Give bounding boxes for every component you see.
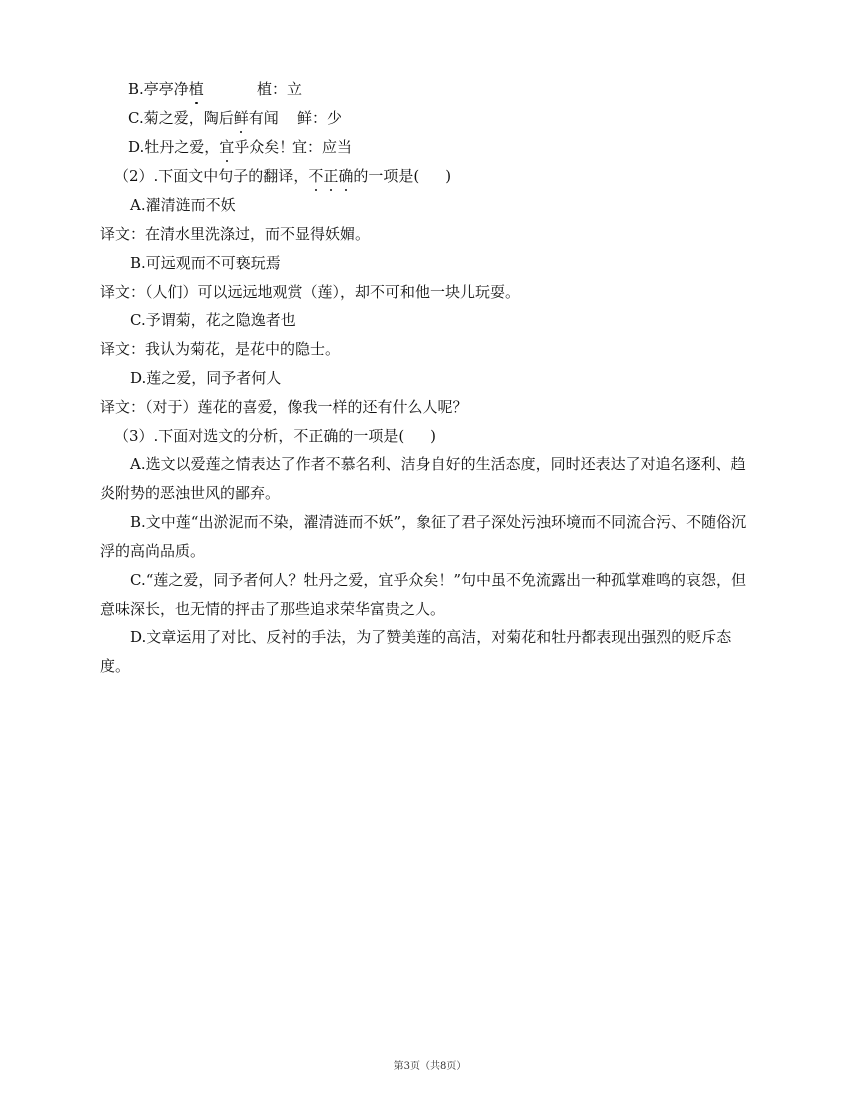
q1-option-d-text-b: 乎众矣！ [234,138,295,156]
q1-option-d [0,135,860,159]
q2-option-b-translation-text: 译文：（人们）可以远远地观赏（莲），却不可和他一块儿玩耍。 [100,283,521,301]
q2-option-c-text: C.予谓菊，花之隐逸者也 [130,311,296,329]
q3-stem [0,424,860,448]
q1-option-d-emphasis: 宜 [219,135,234,159]
q1-option-d-text: D.牡丹之爱， [128,138,220,156]
q3-option-a-line2 [0,481,860,505]
q2-option-c-translation [0,337,860,361]
q1-option-c-note: 鲜：少 [297,109,343,127]
q2-option-a [0,193,860,217]
q3-option-b-line2 [0,539,860,563]
q3-option-c-line1 [0,568,860,592]
q2-stem [0,164,860,188]
q2-option-b-translation [0,280,860,304]
q2-option-b [0,251,860,275]
q3-option-d-text-1: D.文章运用了对比、反衬的手法，为了赞美莲的高洁，对菊花和牡丹都表现出强烈的贬斥态 [130,628,732,646]
q1-option-c-text: C.菊之爱，陶后 [128,109,234,127]
q2-option-d-translation [0,395,860,419]
q1-option-b [0,77,860,101]
q1-option-b-emphasis: 植 [189,77,204,101]
q3-option-c-text-2: 意味深长，也无情的抨击了那些追求荣华富贵之人。 [100,600,446,618]
q2-stem-emphasis-1: 不 [308,164,323,188]
q3-option-b-line1 [0,510,860,534]
q2-option-d-text: D.莲之爱，同予者何人 [130,369,282,387]
q1-option-b-note: 植：立 [257,80,303,98]
q3-option-d-line1 [0,625,860,649]
q1-option-d-note: 宜：应当 [292,138,353,156]
q1-option-c-emphasis: 鲜 [234,106,249,130]
q2-option-a-translation-text: 译文：在清水里洗涤过，而不显得妖媚。 [100,225,371,243]
q3-option-c-text-1: C.“莲之爱，同予者何人？牡丹之爱，宜乎众矣！”句中虽不免流露出一种孤掌难鸣的哀怨，但 [130,571,747,589]
q2-stem-emphasis-2: 正 [323,164,338,188]
q1-option-b-text: B.亭亭净 [128,80,189,98]
q3-option-b-text-1: B.文中莲“出淤泥而不染，濯清涟而不妖”，象征了君子深处污浊环境而不同流合污、不随俗沉 [130,513,747,531]
q1-option-c [0,106,860,130]
q3-option-a-line1 [0,452,860,476]
page-footer: 第3页（共8页） [393,1061,467,1072]
q3-option-d-text-2: 度。 [100,657,131,675]
q2-option-a-text: A.濯清涟而不妖 [130,196,236,214]
q3-stem-text: （3）.下面对选文的分析，不正确的一项是( [114,427,405,445]
q3-stem-text-b: ) [430,427,437,445]
q2-option-a-translation [0,222,860,246]
q1-option-c-text-b: 有闻 [248,109,279,127]
q2-option-c-translation-text: 译文：我认为菊花，是花中的隐士。 [100,340,341,358]
q2-option-d [0,366,860,390]
q3-option-a-text-1: A.选文以爱莲之情表达了作者不慕名利、洁身自好的生活态度，同时还表达了对追名逐利、趋 [130,455,746,473]
q3-option-b-text-2: 浮的高尚品质。 [100,542,206,560]
q2-option-c [0,308,860,332]
q2-stem-text-b: 的一项是( [353,167,420,185]
q2-option-b-text: B.可远观而不可亵玩焉 [130,254,281,272]
q3-option-d-line2 [0,654,860,678]
q2-stem-text: （2）.下面文中句子的翻译， [114,167,309,185]
q2-stem-text-c: ) [445,167,452,185]
q3-option-a-text-2: 炎附势的恶浊世风的鄙弃。 [100,484,281,502]
q2-option-d-translation-text: 译文：（对于）莲花的喜爱，像我一样的还有什么人呢？ [100,398,468,416]
q2-stem-emphasis-3: 确 [338,164,353,188]
q3-option-c-line2 [0,597,860,621]
